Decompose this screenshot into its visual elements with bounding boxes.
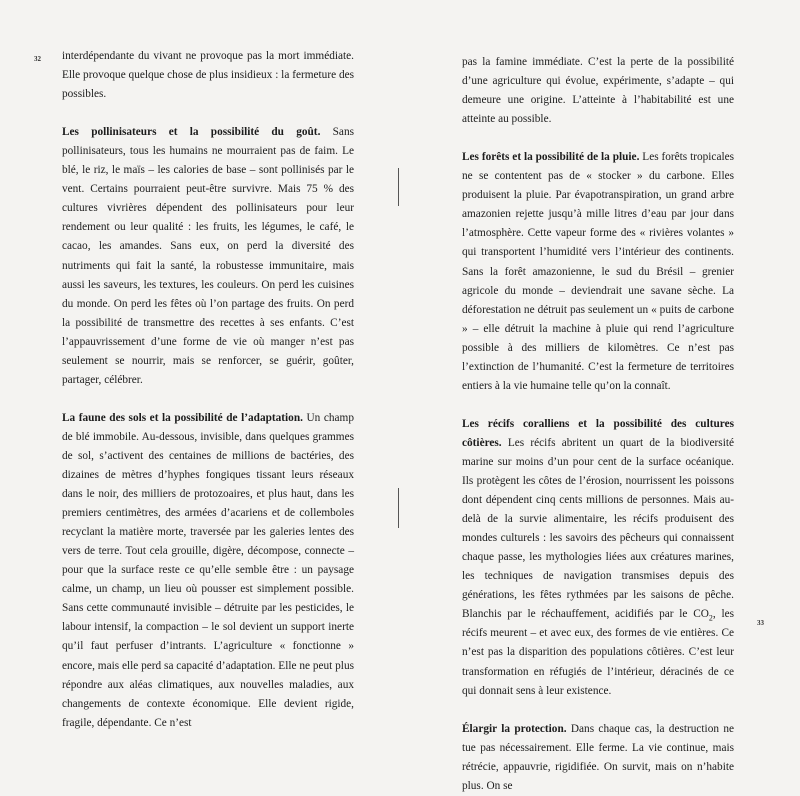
- paragraph-text: , les récifs meurent – et avec eux, des formes de vie entières. Ce n’est pas la disparition des populations côtières. C’est leur transformation en réfugiés de l’intérieur, déracinés de ce qui donnait sens à leur existence.: [462, 608, 735, 697]
- paragraph-coral-reefs: [462, 415, 734, 701]
- paragraph-lead: Les récifs coralliens et la possibilité des cultures côtières.: [462, 417, 734, 449]
- page-fold-mark: [398, 488, 399, 528]
- paragraph-pollinators: [62, 123, 354, 390]
- paragraph-lead: Les pollinisateurs et la possibilité du goût.: [62, 126, 321, 139]
- paragraph-lead: Élargir la protection.: [462, 722, 567, 735]
- paragraph-lead: La faune des sols et la possibilité de l’adaptation.: [62, 411, 303, 424]
- right-page: [462, 0, 735, 792]
- paragraph-continued: [62, 47, 354, 104]
- paragraph-text: Les forêts tropicales ne se contentent pas de « stocker » du carbone. Elles produisent la pluie. Par évapotranspiration, un grand arbre amazonien rejette jusqu’à mille litres d’eau par jour dans l’atmosphère. Cette vapeur forme des « rivières volantes » qui transportent l’humidité vers l’intérieur des continents. Sans la forêt amazonienne, le sud du Brésil – grenier agricole du monde – deviendrait une savane sèche. La déforestation ne détruit pas seulement un « puits de carbone » – elle détruit la machine à pluie qui rend l’agriculture possible à des milliers de kilomètres. Ce n’est pas l’extinction de l’humanité. C’est la fermeture de territoires entiers à la vie humaine telle qu’on la connaît.: [462, 151, 735, 392]
- paragraph-text: interdépendante du vivant ne provoque pas la mort immédiate. Elle provoque quelque chose de plus insidieux : la fermeture des possibles.: [62, 50, 354, 101]
- left-page: [62, 0, 354, 744]
- paragraph-lead: Les forêts et la possibilité de la pluie.: [462, 151, 640, 164]
- paragraph-text: Sans pollinisateurs, tous les humains ne mourraient pas de faim. Le blé, le riz, le maïs – les calories de base – sont pollinisés par le vent. Certains pourraient peut-être survivre. Mais 75 % des cultures vivrières dépendent des pollinisateurs pour leur rendement ou leur qualité : les fruits, les légumes, le café, le cacao, les amandes. Sans eux, on perd la diversité des nutriments qui fait la santé, la robustesse immunitaire, mais aussi les saveurs, les textures, les couleurs. On perd les cuisines du monde. On perd les fêtes où l’on partage des fruits. On perd la possibilité de transmettre des recettes à ses enfants. C’est l’appauvrissement d’une forme de vie où manger n’est pas seulement se nourrir, mais se renforcer, se guérir, goûter, partager, célébrer.: [62, 126, 354, 386]
- paragraph-forests: [462, 148, 734, 396]
- paragraph-soil-fauna: [62, 409, 354, 733]
- page-number-right: 33: [757, 619, 764, 627]
- page-number-left: 32: [34, 55, 41, 63]
- paragraph-widen-protection: [462, 720, 734, 796]
- paragraph-text: Les récifs abritent un quart de la biodiversité marine sur moins d’un pour cent de la surface océanique. Ils protègent les côtes de l’érosion, nourrissent les poissons dont dépendent cinq cents millions de personnes. Mais au-delà de la survie alimentaire, les récifs produisent des mondes culturels : les savoirs des pêcheurs qui connaissent chaque passe, les mythologies liées aux créatures marines, les techniques de navigation transmises depuis des générations, les fêtes rythmées par les saisons de pêche. Blanchis par le réchauffement, acidifiés par le CO: [462, 436, 734, 621]
- paragraph-continued: [462, 53, 734, 129]
- paragraph-text: Dans chaque cas, la destruction ne tue pas nécessairement. Elle ferme. La vie continue, mais rétrécie, appauvrie, rigidifiée. On survit, mais on n’habite plus. On se: [462, 722, 734, 792]
- page-fold-mark: [398, 168, 399, 206]
- subscript: 2: [708, 613, 713, 623]
- paragraph-text: Un champ de blé immobile. Au-dessous, invisible, dans quelques grammes de sol, s’activent des centaines de millions de bactéries, des dizaines de mètres d’hyphes fongiques tissant leurs réseaux dans le noir, des milliers de protozoaires, et plus haut, dans les premiers centimètres, des armées d’acariens et de collemboles recyclant la matière morte, traversée par les galeries lentes des vers de terre. Tout cela grouille, digère, décompose, connecte – pour que la surface reste ce qu’elle semble être : un paysage calme, un champ, un lieu où pousser est simplement possible. Sans cette communauté invisible – détruite par les pesticides, le labour intensif, la compaction – le sol devient un support inerte qu’il faut perfuser d’intrants. L’agriculture « fonctionne » encore, mais elle perd sa capacité d’adaptation. Elle ne peut plus répondre aux aléas climatiques, aux nouvelles maladies, aux changements de contexte économique. Elle devient rigide, fragile, dépendante. Ce n’est: [62, 411, 354, 729]
- paragraph-text: pas la famine immédiate. C’est la perte de la possibilité d’une agriculture qui évolue, expérimente, s’adapte – qui demeure une origine. L’atteinte à l’habitabilité est une atteinte au possible.: [462, 56, 734, 126]
